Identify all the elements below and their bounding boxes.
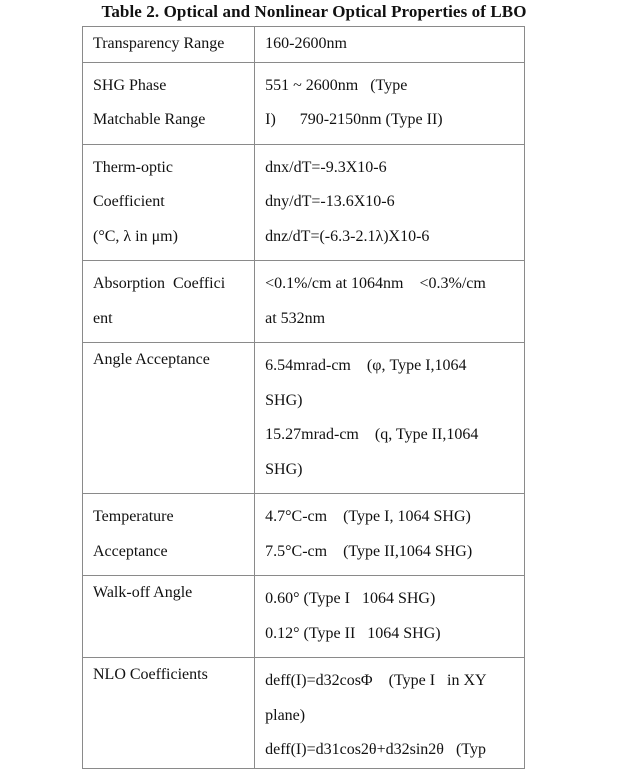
property-label-cell [83, 62, 255, 144]
property-value: deff(I)=d32cosΦ (Type I in XY [265, 672, 487, 689]
property-value: SHG) [265, 460, 303, 478]
table-row [83, 494, 525, 576]
properties-table [82, 26, 525, 769]
property-label: Absorption Coeffici [93, 275, 226, 292]
property-label: Acceptance [93, 542, 168, 560]
property-label: ent [93, 309, 113, 327]
property-value: 0.12° (Type II 1064 SHG) [265, 624, 441, 642]
property-label: Walk-off Angle [93, 584, 193, 601]
property-value-cell [255, 144, 525, 261]
table-row [83, 144, 525, 261]
table-row [83, 343, 525, 494]
property-value-cell [255, 658, 525, 769]
property-label: NLO Coefficients [93, 666, 208, 683]
property-label-cell [83, 658, 255, 769]
property-value-cell [255, 261, 525, 343]
property-value: 6.54mrad-cm (φ, Type I,1064 [265, 357, 467, 374]
property-label-cell [83, 576, 255, 658]
property-value-cell [255, 576, 525, 658]
property-value: dnx/dT=-9.3X10-6 [265, 158, 387, 176]
property-value: 4.7°C-cm (Type I, 1064 SHG) [265, 508, 471, 525]
property-value: <0.1%/cm at 1064nm <0.3%/cm [265, 275, 486, 292]
property-value: deff(I)=d31cos2θ+d32sin2θ (Typ [265, 741, 486, 758]
property-label: Angle Acceptance [93, 351, 210, 368]
property-value: I) 790-2150nm (Type II) [265, 111, 443, 128]
table-title: Table 2. Optical and Nonlinear Optical Properties of LBO [101, 2, 527, 21]
property-value-cell [255, 494, 525, 576]
table-row [83, 27, 525, 63]
property-value-cell [255, 27, 525, 63]
property-value-cell [255, 62, 525, 144]
property-label: Therm-optic [93, 158, 173, 176]
property-label: Coefficient [93, 193, 165, 210]
property-value: 7.5°C-cm (Type II,1064 SHG) [265, 542, 473, 560]
property-label: Matchable Range [93, 111, 206, 128]
property-value-cell [255, 343, 525, 494]
property-label: Transparency Range [93, 35, 225, 52]
property-value: at 532nm [265, 309, 326, 327]
property-value: 15.27mrad-cm (q, Type II,1064 [265, 426, 479, 443]
property-label: (°C, λ in μm) [93, 227, 178, 245]
table-row [83, 261, 525, 343]
table-row [83, 62, 525, 144]
table-row [83, 576, 525, 658]
property-value: SHG) [265, 391, 303, 409]
property-value: 0.60° (Type I 1064 SHG) [265, 590, 436, 607]
property-label-cell [83, 144, 255, 261]
property-value: 160-2600nm [265, 35, 347, 52]
property-label-cell [83, 27, 255, 63]
property-label-cell [83, 494, 255, 576]
property-value: plane) [265, 706, 306, 724]
property-value: dny/dT=-13.6X10-6 [265, 193, 395, 210]
property-value: dnz/dT=(-6.3-2.1λ)X10-6 [265, 227, 430, 245]
property-label: SHG Phase [93, 76, 167, 94]
property-label-cell [83, 261, 255, 343]
property-value: 551 ~ 2600nm (Type [265, 76, 408, 94]
table-row [83, 658, 525, 769]
property-label-cell [83, 343, 255, 494]
property-label: Temperature [93, 508, 174, 525]
